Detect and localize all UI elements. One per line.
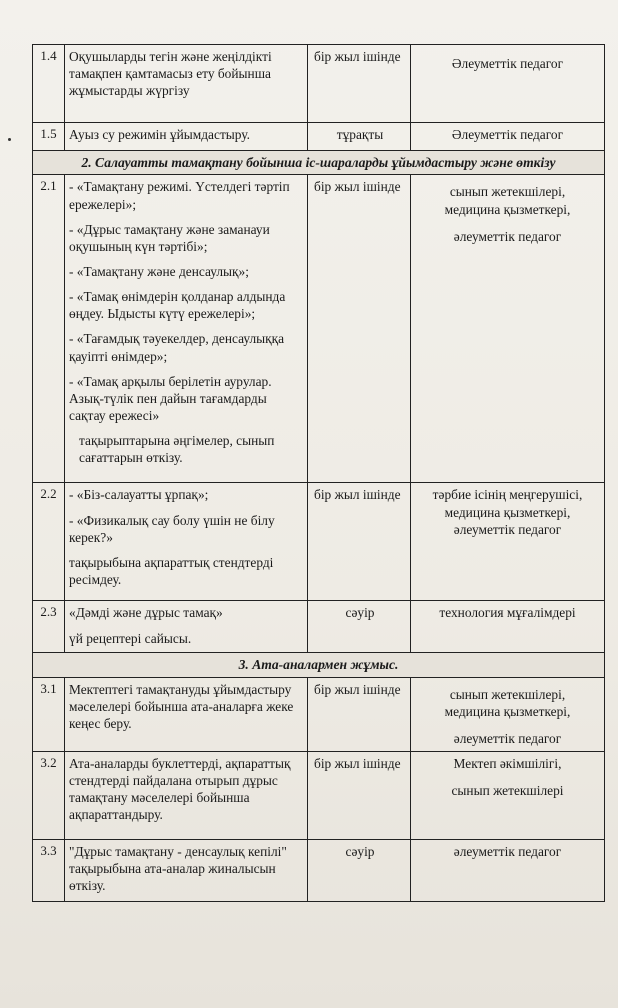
period-cell: бір жыл ішінде xyxy=(308,751,411,839)
activity-cell xyxy=(65,123,308,151)
table-row xyxy=(33,45,605,123)
row-number: 2.2 xyxy=(33,483,65,601)
responsible-text: әлеуметтік педагог xyxy=(453,731,562,747)
period-cell: бір жыл ішінде xyxy=(308,45,411,123)
table-row xyxy=(33,123,605,151)
activity-cell xyxy=(65,839,308,901)
row-number: 3.3 xyxy=(33,839,65,901)
responsible-text: медицина қызметкері, xyxy=(444,201,571,217)
responsible-cell xyxy=(411,751,605,839)
responsible-text: Мектеп әкімшілігі, xyxy=(453,755,562,771)
section-title: 3. Ата-аналармен жұмыс. xyxy=(33,653,605,677)
activity-text: тақырыптарына әңгімелер, сынып сағаттарын өткізу. xyxy=(79,433,275,466)
row-number: 1.5 xyxy=(33,123,65,151)
activity-text: Оқушыларды тегін және жеңілдікті тамақпен қамтамасыз ету бойынша жұмыстарды жүргізу xyxy=(69,49,272,99)
responsible-text: әлеуметтік педагог xyxy=(453,843,562,859)
responsible-cell xyxy=(411,175,605,483)
section-heading-row xyxy=(33,653,605,677)
row-number: 2.1 xyxy=(33,175,65,483)
section-heading-row xyxy=(33,151,605,175)
activity-text: Ата-аналарды буклеттерді, ақпараттық стендтерді пайдалана отырып дұрыс тамақтану мәселелері бойынша ақпараттандыру. xyxy=(69,755,291,823)
responsible-text: медицина қызметкері, xyxy=(444,504,571,520)
responsible-cell xyxy=(411,483,605,601)
period-cell: бір жыл ішінде xyxy=(308,175,411,483)
activity-text: - «Біз-салауатты ұрпақ»; xyxy=(69,487,209,503)
spacer xyxy=(415,720,600,730)
table-row xyxy=(33,751,605,839)
activity-cell xyxy=(65,483,308,601)
activity-text: - «Тамақтану режимі. Үстелдегі тәртіп ережелері»; xyxy=(69,179,290,212)
activity-cell xyxy=(65,751,308,839)
activity-text: - «Тамақ өнімдерін қолданар алдында өңдеу. Ыдысты күтү ережелері»; xyxy=(69,289,286,322)
responsible-text: Әлеуметтік педагог xyxy=(451,127,564,142)
table-row xyxy=(33,175,605,483)
activity-text: - «Дұрыс тамақтану және заманауи оқушының күн тәртібі»; xyxy=(69,221,270,254)
activity-cell xyxy=(65,601,308,653)
responsible-text: әлеуметтік педагог xyxy=(453,521,562,537)
section-title: 2. Салауатты тамақтану бойынша іс-шараларды ұйымдастыру және өткізу xyxy=(33,151,605,175)
row-number: 1.4 xyxy=(33,45,65,123)
activity-text: тақырыбына ақпараттық стендтерді ресімдеу. xyxy=(69,554,274,588)
activity-plan-table xyxy=(32,44,605,902)
table-row xyxy=(33,677,605,751)
activity-text: - «Тамақтану және денсаулық»; xyxy=(69,264,249,280)
row-number: 2.3 xyxy=(33,601,65,653)
row-number: 3.1 xyxy=(33,677,65,751)
activity-text: - «Физикалық сау болу үшін не білу керек?» xyxy=(69,512,275,545)
period-cell: бір жыл ішінде xyxy=(308,677,411,751)
table-row xyxy=(33,601,605,653)
activity-text: - «Тамақ арқылы берілетін аурулар. Азық-түлік пен дайын тағамдарды сақтау ережесі» xyxy=(69,373,272,424)
period-cell: сәуір xyxy=(308,839,411,901)
responsible-text: сынып жетекшілері xyxy=(451,782,564,798)
responsible-text: сынып жетекшілері, xyxy=(449,184,566,200)
responsible-text: медицина қызметкері, xyxy=(444,703,571,719)
table-row xyxy=(33,483,605,601)
activity-text: Мектептегі тамақтануды ұйымдастыру мәселелері бойынша ата-аналарға жеке кеңес беру. xyxy=(69,681,294,732)
ink-speck xyxy=(8,138,11,141)
responsible-cell xyxy=(411,123,605,151)
period-cell: тұрақты xyxy=(308,123,411,151)
activity-cell xyxy=(65,677,308,751)
activity-cell xyxy=(65,175,308,483)
responsible-cell xyxy=(411,45,605,123)
activity-text: үй рецептері сайысы. xyxy=(69,630,192,646)
responsible-text: әлеуметтік педагог xyxy=(453,228,562,244)
activity-text: Ауыз су режимін ұйымдастыру. xyxy=(69,127,251,142)
activity-text: - «Тағамдық тәуекелдер, денсаулыққа қауіпті өнімдер»; xyxy=(69,331,285,364)
responsible-text: технология мұғалімдері xyxy=(439,605,576,621)
period-cell: сәуір xyxy=(308,601,411,653)
responsible-text: сынып жетекшілері, xyxy=(449,686,566,702)
responsible-cell xyxy=(411,677,605,751)
activity-cell xyxy=(65,45,308,123)
activity-text: "Дұрыс тамақтану - денсаулық кепілі" тақырыбына ата-аналар жиналысын өткізу. xyxy=(69,843,287,894)
row-number: 3.2 xyxy=(33,751,65,839)
responsible-cell xyxy=(411,839,605,901)
responsible-text: тәрбие ісінің меңгерушісі, xyxy=(432,487,583,503)
spacer xyxy=(415,218,600,228)
responsible-text: Әлеуметтік педагог xyxy=(451,56,564,71)
table-row xyxy=(33,839,605,901)
activity-text: «Дәмді және дұрыс тамақ» xyxy=(69,605,223,621)
spacer xyxy=(415,772,600,782)
period-cell: бір жыл ішінде xyxy=(308,483,411,601)
responsible-cell xyxy=(411,601,605,653)
